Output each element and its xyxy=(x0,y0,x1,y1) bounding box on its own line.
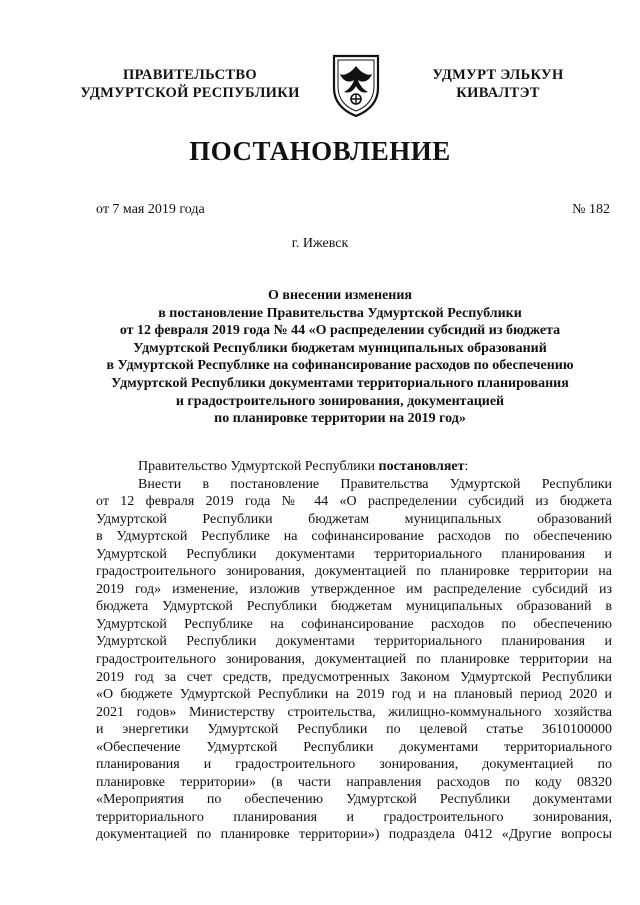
document-date: от 7 мая 2019 года xyxy=(96,202,205,217)
title-line: в постановление Правительства Удмуртской Республики xyxy=(158,305,522,321)
body-line: 2019 год» изменение, изложив утвержденное им распределение субсидий из xyxy=(96,581,612,597)
document-body xyxy=(96,458,612,844)
document-city: г. Ижевск xyxy=(291,236,349,251)
header-right-block xyxy=(388,66,608,102)
body-line: Внести в постановление Правительства Удмуртской Республики xyxy=(138,476,612,492)
document-type-heading: ПОСТАНОВЛЕНИЕ xyxy=(189,136,451,166)
title-line: Удмуртской Республики бюджетам муниципальных образований xyxy=(133,340,547,356)
body-line: бюджета Удмуртской Республики бюджетам муниципальных образований в xyxy=(96,599,612,615)
header-right-line1: УДМУРТ ЭЛЬКУН xyxy=(432,67,564,83)
body-line: в Удмуртской Республике на софинансирование расходов по обеспечению xyxy=(96,529,612,545)
title-line: в Удмуртской Республике на софинансирование расходов по обеспечению xyxy=(106,358,574,374)
header-left-block xyxy=(80,66,300,102)
title-line: по планировке территории на 2019 год» xyxy=(214,411,466,427)
body-line: «О бюджете Удмуртской Республики на 2019 год и на плановый период 2020 и xyxy=(96,687,612,703)
body-line: 2021 годов» Министерству строительства, жилищно-коммунального хозяйства xyxy=(96,704,612,720)
body-line: 2019 год за счет средств, предусмотренных Законом Удмуртской Республики xyxy=(96,669,612,685)
body-line: «Обеспечение Удмуртской Республики документами территориального xyxy=(96,739,612,755)
header-right-line2: КИВАЛТЭТ xyxy=(456,85,540,101)
body-line: от 12 февраля 2019 года № 44 «О распределении субсидий из бюджета xyxy=(96,494,612,510)
header-left-line2: УДМУРТСКОЙ РЕСПУБЛИКИ xyxy=(80,85,300,101)
document-number: № 182 xyxy=(572,202,610,217)
body-line: Удмуртской Республики бюджетам муниципальных образований xyxy=(96,511,612,527)
body-line: планировке территории» (в части направления расходов по коду 08320 xyxy=(96,774,612,790)
body-line: планирования и градостроительного зонирования, документацией по xyxy=(96,757,612,773)
body-line: градостроительного зонирования, документацией по планировке территории на xyxy=(96,564,612,580)
title-line: О внесении изменения xyxy=(268,288,412,303)
body-line: Удмуртской Республики документами территориального планирования и xyxy=(96,546,612,562)
body-line: «Мероприятия по обеспечению Удмуртской Республики документами xyxy=(96,792,612,808)
body-line: градостроительного зонирования, документацией по планировке территории на xyxy=(96,652,612,668)
udmurtia-coat-of-arms-icon xyxy=(330,52,382,118)
body-intro-line xyxy=(96,458,612,476)
document-title xyxy=(60,287,620,428)
title-line: от 12 февраля 2019 года № 44 «О распределении субсидий из бюджета xyxy=(119,323,561,339)
title-line: и градостроительного зонирования, документацией xyxy=(175,393,505,409)
intro-prefix: Правительство Удмуртской Республики xyxy=(138,459,379,474)
intro-suffix: : xyxy=(464,459,469,474)
body-line: Удмуртской Республике на софинансирование расходов по обеспечению xyxy=(96,616,612,632)
title-line: Удмуртской Республики документами территориального планирования xyxy=(111,375,569,391)
intro-decree-word: постановляет xyxy=(378,459,465,474)
body-line: и энергетики Удмуртской Республики по целевой статье 3610100000 xyxy=(96,722,612,738)
header-left-line1: ПРАВИТЕЛЬСТВО xyxy=(123,67,257,83)
body-line: территориального планирования и градостроительного зонирования, xyxy=(96,809,612,825)
body-line: документацией по планировке территории») подраздела 0412 «Другие вопросы xyxy=(96,827,612,843)
body-line: Удмуртской Республики документами территориального планирования и xyxy=(96,634,612,650)
